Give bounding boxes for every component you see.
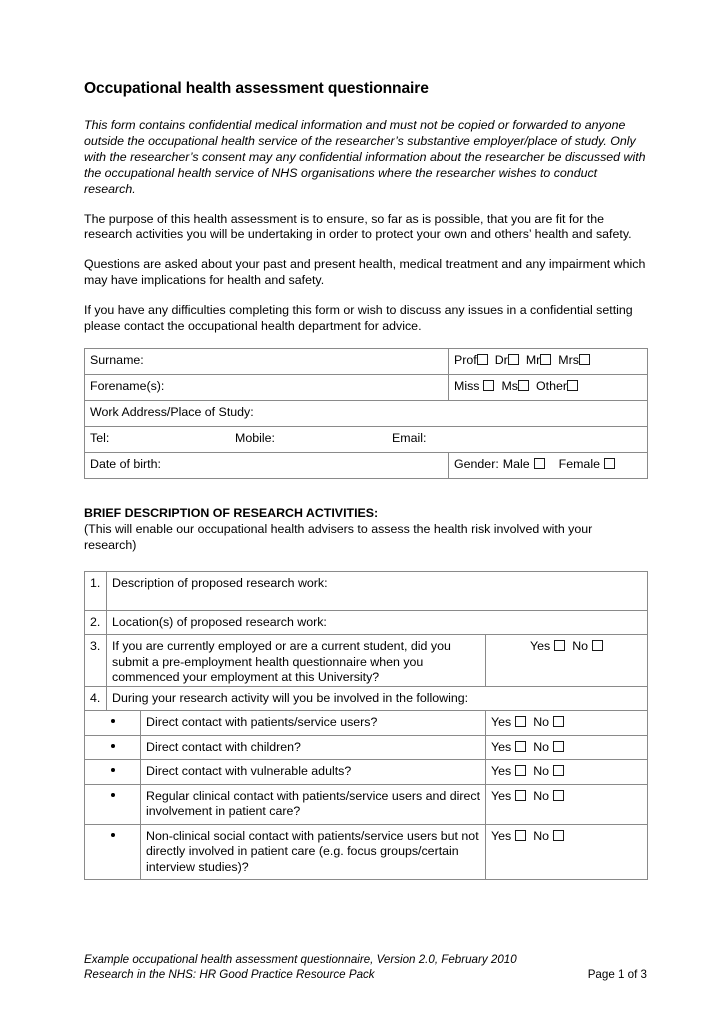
checkbox-bullet-5-no[interactable] [553, 830, 564, 841]
checkbox-bullet-1-no[interactable] [553, 716, 564, 727]
table-row-bullet-2 [85, 735, 648, 760]
bullet-icon [85, 760, 141, 785]
question-4-text: During your research activity will you be involved in the following: [107, 686, 648, 711]
checkbox-title-ms[interactable] [518, 380, 529, 391]
bullet-icon [85, 735, 141, 760]
table-row-question-2 [85, 610, 648, 635]
bullet-2-text: Direct contact with children? [141, 735, 486, 760]
title-option-mr-label: Mr [525, 352, 541, 367]
bullet-2-answer-cell [486, 735, 648, 760]
question-1-text[interactable]: Description of proposed research work: [107, 571, 648, 610]
contact-cell[interactable] [85, 426, 648, 452]
table-row-question-1 [85, 571, 648, 610]
table-row-bullet-3 [85, 760, 648, 785]
gender-label: Gender: [454, 456, 499, 471]
question-4-number: 4. [85, 686, 107, 711]
bullet-1-yes-label: Yes [491, 715, 512, 730]
checkbox-title-dr[interactable] [508, 354, 519, 365]
checkbox-title-other[interactable] [567, 380, 578, 391]
forenames-label: Forename(s): [90, 378, 165, 393]
intro-paragraph-questions: Questions are asked about your past and present health, medical treatment and any impairment which may have implications for health and safety. [84, 257, 646, 288]
bullet-3-yes-label: Yes [491, 764, 512, 779]
bullet-2-no-label: No [533, 739, 550, 754]
footer-line-1: Example occupational health assessment questionnaire, Version 2.0, February 2010 [84, 953, 517, 966]
checkbox-title-prof[interactable] [477, 354, 488, 365]
research-activities-subtext: (This will enable our occupational health advisers to assess the health risk involved with your research) [84, 521, 593, 552]
bullet-5-text: Non-clinical social contact with patients/service users but not directly involved in patient care (e.g. focus groups/certain interview studies)? [141, 824, 486, 880]
question-3-text: If you are currently employed or are a current student, did you submit a pre-employment health questionnaire when you commenced your employment at this University? [107, 635, 486, 687]
title-option-miss-label: Miss [454, 378, 480, 393]
table-row-surname [85, 348, 648, 374]
question-3-answer-cell [486, 635, 648, 687]
footer-line-2: Research in the NHS: HR Good Practice Resource Pack [84, 968, 375, 981]
question-3-yes-label: Yes [529, 639, 551, 654]
checkbox-gender-male[interactable] [534, 458, 545, 469]
table-row-dob-gender [85, 452, 648, 478]
bullet-5-answer-cell [486, 824, 648, 880]
intro-paragraph-confidentiality: This form contains confidential medical information and must not be copied or forwarded to anyone outside the occupational health service of the researcher’s substantive employer/place of study. Only with the researcher’s consent may any confidential information about the researcher be discussed with the occupational health service of NHS organisations where the researcher wishes to conduct research. [84, 118, 646, 196]
intro-paragraph-difficulties: If you have any difficulties completing this form or wish to discuss any issues in a confidential setting please contact the occupational health department for advice. [84, 303, 633, 334]
question-3-no-label: No [572, 639, 589, 654]
title-option-mrs-label: Mrs [558, 352, 579, 367]
bullet-1-text: Direct contact with patients/service users? [141, 711, 486, 736]
table-row-contact [85, 426, 648, 452]
dob-cell[interactable] [85, 452, 449, 478]
question-2-text[interactable]: Location(s) of proposed research work: [107, 610, 648, 635]
checkbox-gender-female[interactable] [604, 458, 615, 469]
forenames-cell[interactable] [85, 374, 449, 400]
surname-cell[interactable] [85, 348, 449, 374]
bullet-4-answer-cell [486, 784, 648, 824]
gender-option-male-label: Male [502, 456, 530, 471]
bullet-icon [85, 824, 141, 880]
checkbox-title-mrs[interactable] [579, 354, 590, 365]
title-options-row1-cell [449, 348, 648, 374]
bullet-5-yes-label: Yes [491, 828, 512, 843]
checkbox-title-miss[interactable] [483, 380, 494, 391]
work-address-label: Work Address/Place of Study: [90, 404, 254, 419]
table-row-forenames [85, 374, 648, 400]
checkbox-bullet-3-yes[interactable] [515, 765, 526, 776]
email-label: Email: [392, 430, 427, 445]
work-address-cell[interactable] [85, 400, 648, 426]
bullet-2-yes-label: Yes [491, 739, 512, 754]
gender-option-female-label: Female [558, 456, 600, 471]
dob-label: Date of birth: [90, 456, 161, 471]
personal-details-table [84, 348, 648, 479]
checkbox-bullet-2-yes[interactable] [515, 741, 526, 752]
research-activities-heading: BRIEF DESCRIPTION OF RESEARCH ACTIVITIES: [84, 505, 379, 520]
page-number: Page 1 of 3 [587, 968, 647, 981]
bullet-3-no-label: No [533, 764, 550, 779]
mobile-label: Mobile: [235, 430, 275, 445]
research-questions-table [84, 571, 648, 881]
question-2-number: 2. [85, 610, 107, 635]
table-row-question-4 [85, 686, 648, 711]
bullet-1-no-label: No [533, 715, 550, 730]
question-3-number: 3. [85, 635, 107, 687]
intro-paragraph-purpose: The purpose of this health assessment is to ensure, so far as is possible, that you are fit for the research activities you will be undertaking in order to protect your own and others’ health and safety. [84, 211, 632, 242]
bullet-4-text: Regular clinical contact with patients/service users and direct involvement in patient care? [141, 784, 486, 824]
checkbox-question-3-no[interactable] [592, 640, 603, 651]
bullet-icon [85, 711, 141, 736]
table-row-work-address [85, 400, 648, 426]
title-options-row2-cell [449, 374, 648, 400]
checkbox-bullet-4-yes[interactable] [515, 790, 526, 801]
bullet-3-text: Direct contact with vulnerable adults? [141, 760, 486, 785]
surname-label: Surname: [90, 352, 144, 367]
title-option-other-label: Other [536, 378, 567, 393]
page-footer [84, 952, 647, 982]
title-option-dr-label: Dr [494, 352, 508, 367]
checkbox-bullet-1-yes[interactable] [515, 716, 526, 727]
title-option-ms-label: Ms [501, 378, 518, 393]
bullet-1-answer-cell [486, 711, 648, 736]
bullet-4-yes-label: Yes [491, 788, 512, 803]
table-row-bullet-1 [85, 711, 648, 736]
gender-cell [449, 452, 648, 478]
checkbox-bullet-4-no[interactable] [553, 790, 564, 801]
tel-label: Tel: [90, 430, 110, 445]
bullet-3-answer-cell [486, 760, 648, 785]
checkbox-title-mr[interactable] [540, 354, 551, 365]
bullet-icon [85, 784, 141, 824]
table-row-question-3 [85, 635, 648, 687]
checkbox-bullet-2-no[interactable] [553, 741, 564, 752]
document-body [84, 80, 647, 880]
checkbox-bullet-3-no[interactable] [553, 765, 564, 776]
table-row-bullet-4 [85, 784, 648, 824]
checkbox-bullet-5-yes[interactable] [515, 830, 526, 841]
question-1-number: 1. [85, 571, 107, 610]
page-title: Occupational health assessment questionnaire [84, 80, 429, 97]
bullet-5-no-label: No [533, 828, 550, 843]
table-row-bullet-5 [85, 824, 648, 880]
title-option-prof-label: Prof [454, 352, 477, 367]
bullet-4-no-label: No [533, 788, 550, 803]
checkbox-question-3-yes[interactable] [554, 640, 565, 651]
